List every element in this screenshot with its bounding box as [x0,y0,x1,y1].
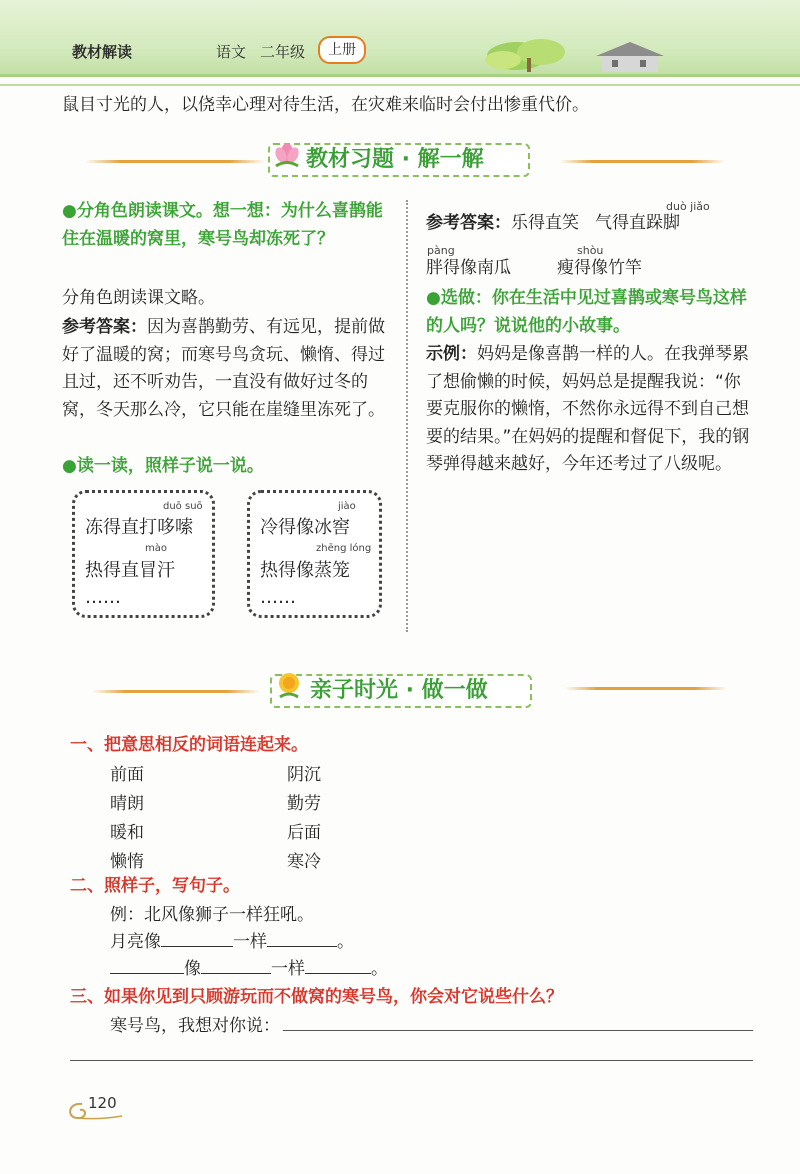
pinyin-duojiao: duò jiǎo [666,200,710,213]
q1-answer [62,314,398,424]
pinyin-zhenglong: zhēng lóng [316,543,372,554]
pinyin-shou: shòu [577,244,604,257]
right-answer-label: 参考答案： [426,213,511,233]
ex2-line1-end: 。 [337,932,354,952]
ex2-line2-a: 像 [184,959,201,979]
exercise3-lead: 寒号鸟，我想对你说： [110,1016,280,1036]
pinyin-duosuo: duō suō [163,501,203,512]
column-divider [406,200,408,632]
volume-badge: 上册 [318,36,366,64]
example-box-2-line-2: 热得像蒸笼 [260,560,350,581]
example-box-1-line-1: 冻得直打哆嗦 [85,517,193,538]
word-right-2: 勤劳 [287,794,321,814]
example-box-1 [72,490,215,618]
right-answer-1b: 气得直跺脚 [595,213,680,233]
answer-line-1[interactable] [283,1030,753,1031]
example-text: 妈妈是像喜鹊一样的人。在我弹琴累了想偷懒的时候，妈妈总是提醒我说：“你要克服你的懒惰，不然你永远得不到自己想要的结果。”在妈妈的提醒和督促下，我的钢琴弹得越来越好，今年还考过了八级呢。 [426,344,750,475]
exercise2-line-1 [110,929,354,956]
chrysanthemum-flower-icon [274,670,304,700]
house-illustration [590,40,670,74]
section1-title: 教材习题 · 解一解 [306,147,484,172]
right-answer-2b: 瘦得像竹竿 [557,258,642,278]
example-box-1-ellipsis: …… [85,587,121,608]
example-label: 示例： [426,344,477,364]
page-number: 120 [88,1094,117,1112]
banner-line-left [85,160,265,163]
right-answer-line-2 [426,255,766,282]
example-box-2-line-1: 冷得像冰窖 [260,517,350,538]
ex2-line1-b: 一样 [233,932,267,952]
pinyin-mao: mào [145,543,167,554]
right-answer-line-1 [426,210,766,237]
exercise2-example: 例：北风像狮子一样狂吼。 [110,905,314,925]
exercise3-title: 三、如果你见到只顾游玩而不做窝的寒号鸟，你会对它说些什么？ [70,987,563,1007]
word-right-4: 寒冷 [287,852,321,872]
example-box-2 [247,490,382,618]
intro-paragraph: 鼠目寸光的人，以侥幸心理对待生活，在灾难来临时会付出惨重代价。 [62,95,589,115]
exercise2-line-2 [110,956,388,983]
word-left-2: 晴朗 [110,794,144,814]
example-box-2-ellipsis: …… [260,587,296,608]
word-right-1: 阴沉 [287,765,321,785]
section1-banner [268,143,530,177]
blank-1[interactable] [161,932,233,947]
word-right-3: 后面 [287,823,321,843]
right-answer-2a: 胖得像南瓜 [426,258,511,278]
example-answer [426,341,756,479]
exercise1-title: 一、把意思相反的词语连起来。 [70,735,308,755]
header-divider [0,84,800,86]
word-left-4: 懒惰 [110,852,144,872]
q2-prompt: ●读一读，照样子说一说。 [62,456,264,476]
right-answer-1a: 乐得直笑 [511,213,579,233]
banner-line-right [560,160,725,163]
book-series-title: 教材解读 [72,43,133,61]
ex2-line1-a: 月亮像 [110,932,161,952]
exercise2-title: 二、照样子，写句子。 [70,876,240,896]
blank-5[interactable] [305,959,371,974]
blank-3[interactable] [110,959,184,974]
q1-prompt: ●分角色朗读课文。想一想：为什么喜鹊能住在温暖的窝里，寒号鸟却冻死了？ [62,201,383,249]
pinyin-pang: pàng [427,244,455,257]
example-box-1-line-2: 热得直冒汗 [85,560,175,581]
pinyin-jiao: jiào [338,501,356,512]
blank-2[interactable] [267,932,337,947]
answer-line-2[interactable] [70,1060,753,1061]
blank-4[interactable] [201,959,271,974]
optional-prompt: ●选做：你在生活中见过喜鹊或寒号鸟这样的人吗？说说他的小故事。 [426,288,747,336]
banner2-line-right [565,687,727,690]
lotus-flower-icon [272,139,302,169]
banner2-line-left [92,690,260,693]
ex2-line2-end: 。 [371,959,388,979]
q1-read-note: 分角色朗读课文略。 [62,288,215,308]
subject-label: 语文 [216,43,247,61]
word-left-1: 前面 [110,765,144,785]
section2-banner [270,674,532,708]
section2-title: 亲子时光 · 做一做 [310,678,488,703]
grade-label: 二年级 [260,43,306,61]
word-left-3: 暖和 [110,823,144,843]
page-header [0,0,800,77]
q1-answer-label: 参考答案： [62,317,147,337]
ex2-line2-b: 一样 [271,959,305,979]
q1-answer-text: 因为喜鹊勤劳、有远见，提前做好了温暖的窝；而寒号鸟贪玩、懒惰、得过且过，还不听劝告，一直没有做好过冬的窝，冬天那么冷，它只能在崖缝里冻死了。 [62,317,385,420]
